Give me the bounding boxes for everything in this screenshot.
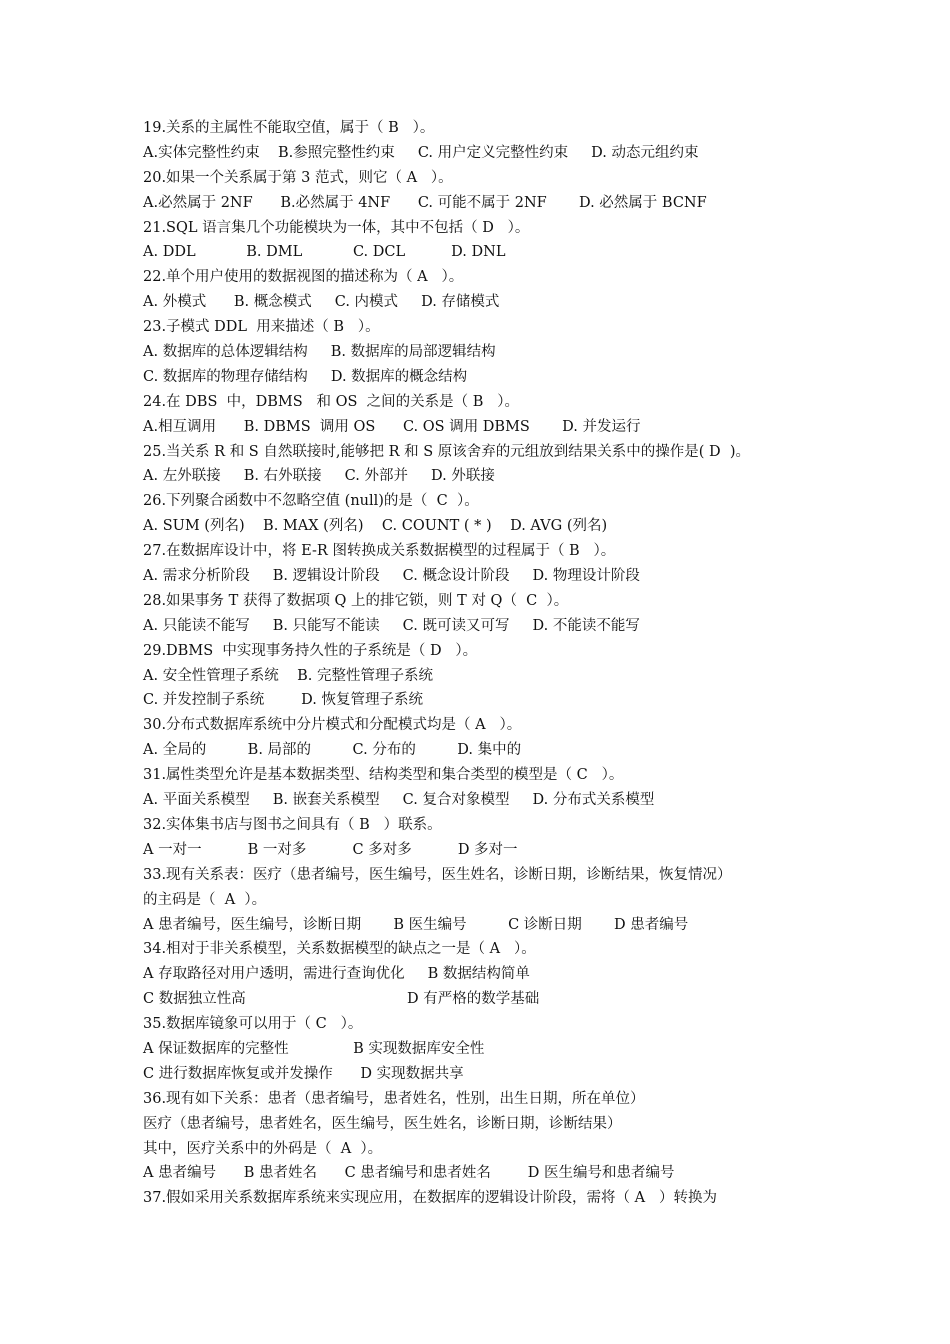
q27-stem: 27.在数据库设计中，将 E-R 图转换成关系数据模型的过程属于（ B ）。: [143, 543, 616, 560]
q34-options-1: A 存取路径对用户透明，需进行查询优化 B 数据结构简单: [143, 966, 530, 983]
q28-stem: 28.如果事务 T 获得了数据项 Q 上的排它锁，则 T 对 Q（ C ）。: [143, 592, 569, 609]
q36-stem-3: 其中，医疗关系中的外码是（ A ）。: [143, 1140, 383, 1157]
q34-options-2: C 数据独立性高 D 有严格的数学基础: [143, 991, 540, 1008]
q28-options: A. 只能读不能写 B. 只能写不能读 C. 既可读又可写 D. 不能读不能写: [143, 617, 640, 634]
q24-options: A.相互调用 B. DBMS 调用 OS C. OS 调用 DBMS D. 并发运行: [143, 418, 641, 435]
q37-stem: 37.假如采用关系数据库系统来实现应用，在数据库的逻辑设计阶段，需将（ A ）转换为: [143, 1190, 717, 1207]
q20-options: A.必然属于 2NF B.必然属于 4NF C. 可能不属于 2NF D. 必然属于 BCNF: [143, 194, 707, 211]
q30-options: A. 全局的 B. 局部的 C. 分布的 D. 集中的: [143, 742, 522, 759]
q23-stem: 23.子模式 DDL 用来描述（ B ）。: [143, 319, 380, 336]
q33-options: A 患者编号，医生编号，诊断日期 B 医生编号 C 诊断日期 D 患者编号: [143, 916, 689, 933]
q19-stem: 19.关系的主属性不能取空值，属于（ B ）。: [143, 120, 435, 136]
q32-stem: 32.实体集书店与图书之间具有（ B ）联系。: [143, 816, 442, 833]
q19-options: A.实体完整性约束 B.参照完整性约束 C. 用户定义完整性约束 D. 动态元组约束: [143, 144, 699, 161]
q26-stem: 26.下列聚合函数中不忽略空值 (null)的是（ C ）。: [143, 493, 479, 510]
q35-options-2: C 进行数据库恢复或并发操作 D 实现数据共享: [143, 1065, 464, 1082]
q23-options-1: A. 数据库的总体逻辑结构 B. 数据库的局部逻辑结构: [143, 344, 496, 361]
q25-stem: 25.当关系 R 和 S 自然联接时,能够把 R 和 S 原该舍弃的元组放到结果关系中的操作是( D )。: [143, 443, 751, 460]
q24-stem: 24.在 DBS 中，DBMS 和 OS 之间的关系是（ B ）。: [143, 393, 519, 410]
q34-stem: 34.相对于非关系模型，关系数据模型的缺点之一是（ A ）。: [143, 941, 536, 958]
q22-options: A. 外模式 B. 概念模式 C. 内模式 D. 存储模式: [143, 294, 500, 311]
q29-stem: 29.DBMS 中实现事务持久性的子系统是（ D ）。: [143, 642, 478, 659]
q32-options: A 一对一 B 一对多 C 多对多 D 多对一: [143, 841, 518, 858]
q33-stem-1: 33.现有关系表：医疗（患者编号，医生编号，医生姓名，诊断日期，诊断结果，恢复情况）: [143, 866, 732, 883]
question-text-block: [143, 116, 823, 1211]
q35-options-1: A 保证数据库的完整性 B 实现数据库安全性: [143, 1040, 485, 1057]
q25-options: A. 左外联接 B. 右外联接 C. 外部并 D. 外联接: [143, 468, 495, 485]
q31-stem: 31.属性类型允许是基本数据类型、结构类型和集合类型的模型是（ C ）。: [143, 767, 624, 784]
q36-stem-1: 36.现有如下关系：患者（患者编号，患者姓名，性别，出生日期，所在单位）: [143, 1090, 645, 1107]
q20-stem: 20.如果一个关系属于第 3 范式，则它（ A ）。: [143, 169, 453, 186]
q21-options: A. DDL B. DML C. DCL D. DNL: [143, 244, 506, 261]
q22-stem: 22.单个用户使用的数据视图的描述称为（ A ）。: [143, 269, 464, 286]
q33-stem-2: 的主码是（ A ）。: [143, 891, 267, 908]
q36-stem-2: 医疗（患者编号，患者姓名，医生编号，医生姓名，诊断日期，诊断结果）: [143, 1115, 622, 1132]
q29-options-1: A. 安全性管理子系统 B. 完整性管理子系统: [143, 667, 433, 684]
q35-stem: 35.数据库镜象可以用于（ C ）。: [143, 1016, 363, 1033]
q29-options-2: C. 并发控制子系统 D. 恢复管理子系统: [143, 692, 423, 709]
q23-options-2: C. 数据库的物理存储结构 D. 数据库的概念结构: [143, 368, 468, 385]
q31-options: A. 平面关系模型 B. 嵌套关系模型 C. 复合对象模型 D. 分布式关系模型: [143, 792, 655, 809]
q27-options: A. 需求分析阶段 B. 逻辑设计阶段 C. 概念设计阶段 D. 物理设计阶段: [143, 568, 640, 585]
q30-stem: 30.分布式数据库系统中分片模式和分配模式均是（ A ）。: [143, 717, 522, 734]
q26-options: A. SUM (列名) B. MAX (列名) C. COUNT ( * ) D. AVG (列名): [143, 518, 608, 535]
q36-options: A 患者编号 B 患者姓名 C 患者编号和患者姓名 D 医生编号和患者编号: [143, 1165, 675, 1182]
q21-stem: 21.SQL 语言集几个功能模块为一体，其中不包括（ D ）。: [143, 219, 530, 236]
